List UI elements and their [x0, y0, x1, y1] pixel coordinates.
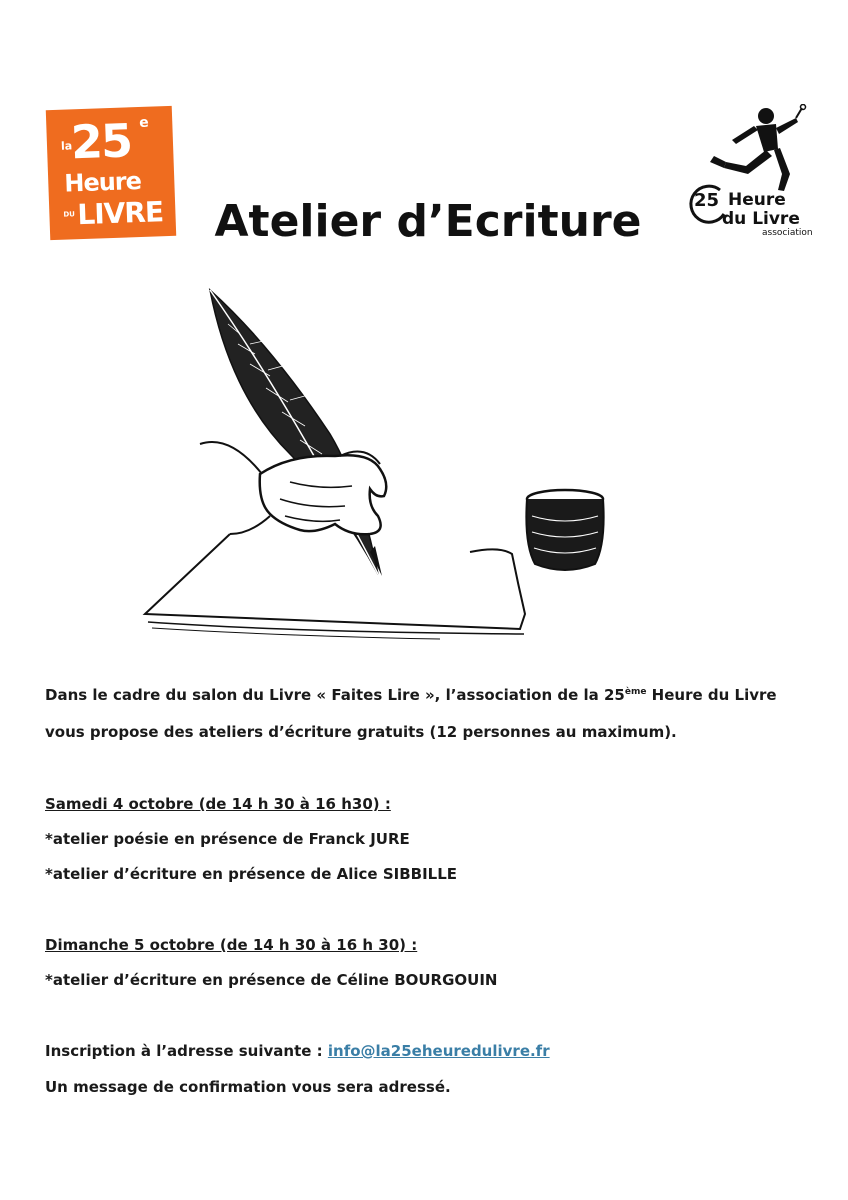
intro-line-1	[45, 686, 777, 704]
logo-sup: e	[138, 114, 150, 131]
saturday-item-2: *atelier d’écriture en présence de Alice SIBBILLE	[45, 865, 458, 883]
confirmation-text: Un message de confirmation vous sera adressé.	[45, 1078, 451, 1096]
page-title: Atelier d’Ecriture	[214, 196, 642, 247]
intro-line-1b: Heure du Livre	[646, 686, 777, 704]
logo-right-association: association	[762, 228, 813, 238]
quill-hand-illustration	[140, 284, 620, 644]
sunday-item-1: *atelier d’écriture en présence de Céline BOURGOUIN	[45, 971, 498, 989]
intro-sup: ème	[624, 687, 647, 697]
email-link[interactable]: info@la25eheuredulivre.fr	[327, 1042, 550, 1060]
saturday-item-1: *atelier poésie en présence de Franck JURE	[45, 830, 410, 848]
logo-livre: LIVRE	[76, 195, 164, 232]
logo-right-heure: Heure	[728, 190, 786, 210]
running-man-icon	[686, 104, 816, 194]
intro-line-2: vous propose des ateliers d’écriture gratuits (12 personnes au maximum).	[45, 723, 677, 741]
sunday-heading: Dimanche 5 octobre (de 14 h 30 à 16 h 30) :	[45, 936, 418, 954]
logo-right-du-livre: du Livre	[722, 209, 800, 229]
logo-number: 25	[69, 113, 132, 170]
logo-du: DU	[63, 210, 76, 219]
logo-la-text: la	[60, 139, 73, 153]
logo-heure: Heure	[63, 166, 142, 198]
logo-right-number: 25	[694, 190, 720, 211]
intro-line-1a: Dans le cadre du salon du Livre « Faites Lire », l’association de la 25	[45, 686, 625, 704]
registration-line	[45, 1042, 550, 1060]
registration-label: Inscription à l’adresse suivante :	[45, 1042, 323, 1060]
saturday-heading: Samedi 4 octobre (de 14 h 30 à 16 h30) :	[45, 795, 391, 813]
